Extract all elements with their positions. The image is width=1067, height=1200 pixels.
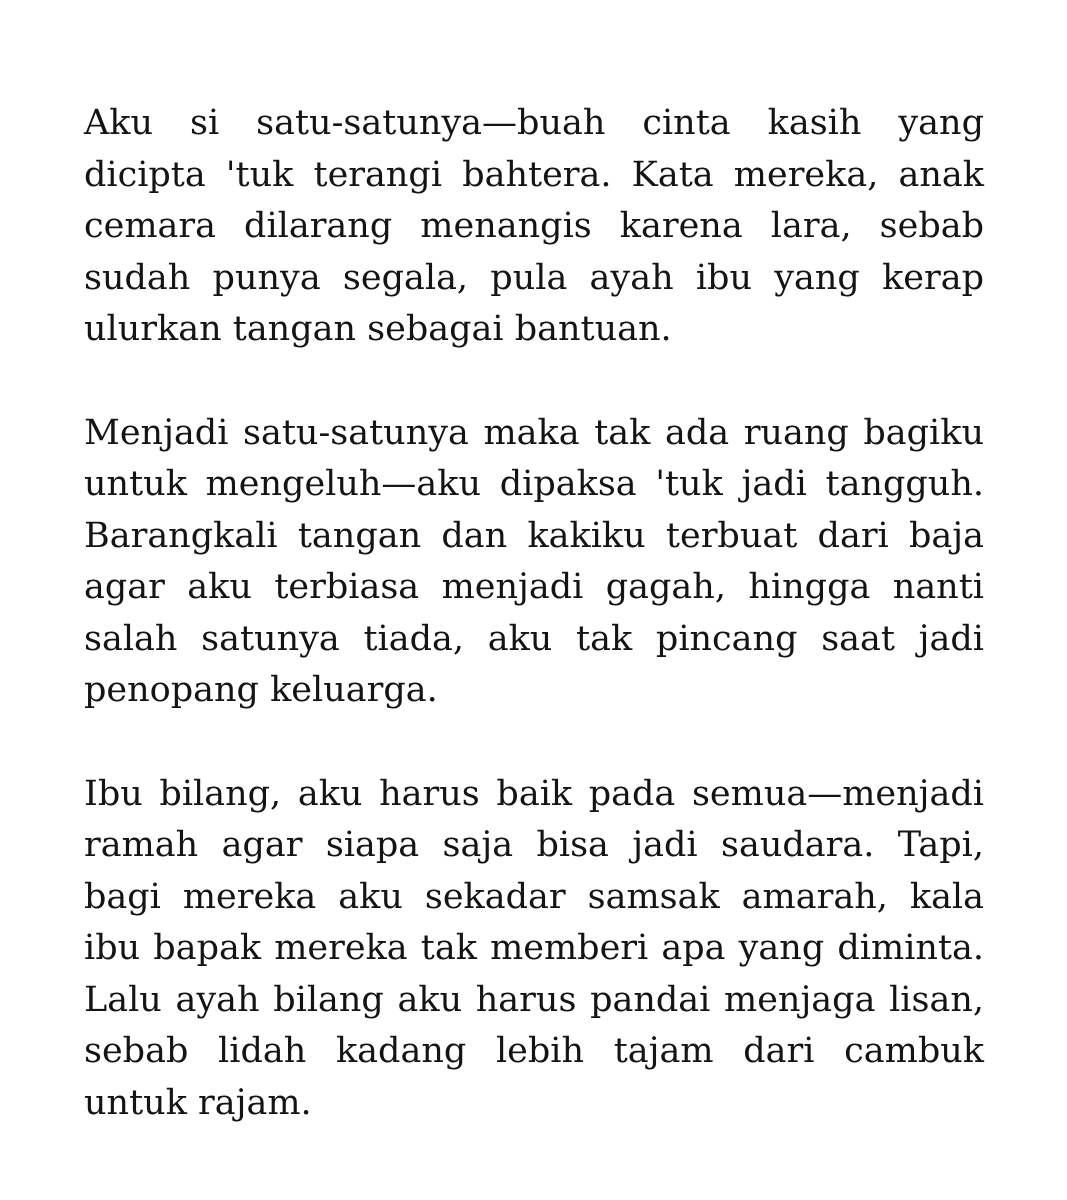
paragraph-3: Ibu bilang, aku harus baik pada semua—menjadi ramah agar siapa saja bisa jadi saudara. Tapi, bagi mereka aku sekadar samsak amarah, kala ibu bapak mereka tak memberi apa yang diminta. Lalu ayah bilang aku harus pandai menjaga lisan, sebab lidah kadang lebih tajam dari cambuk untuk rajam. bbox=[84, 773, 984, 1123]
document-page bbox=[84, 98, 984, 1129]
paragraph-1: Aku si satu-satunya—buah cinta kasih yang dicipta 'tuk terangi bahtera. Kata mereka, anak cemara dilarang menangis karena lara, sebab sudah punya segala, pula ayah ibu yang kerap ulurkan tangan sebagai bantuan. bbox=[84, 103, 984, 349]
paragraph-2: Menjadi satu-satunya maka tak ada ruang bagiku untuk mengeluh—aku dipaksa 'tuk jadi tangguh. Barangkali tangan dan kakiku terbuat dari baja agar aku terbiasa menjadi gagah, hingga nanti salah satunya tiada, aku tak pincang saat jadi penopang keluarga. bbox=[84, 412, 984, 710]
